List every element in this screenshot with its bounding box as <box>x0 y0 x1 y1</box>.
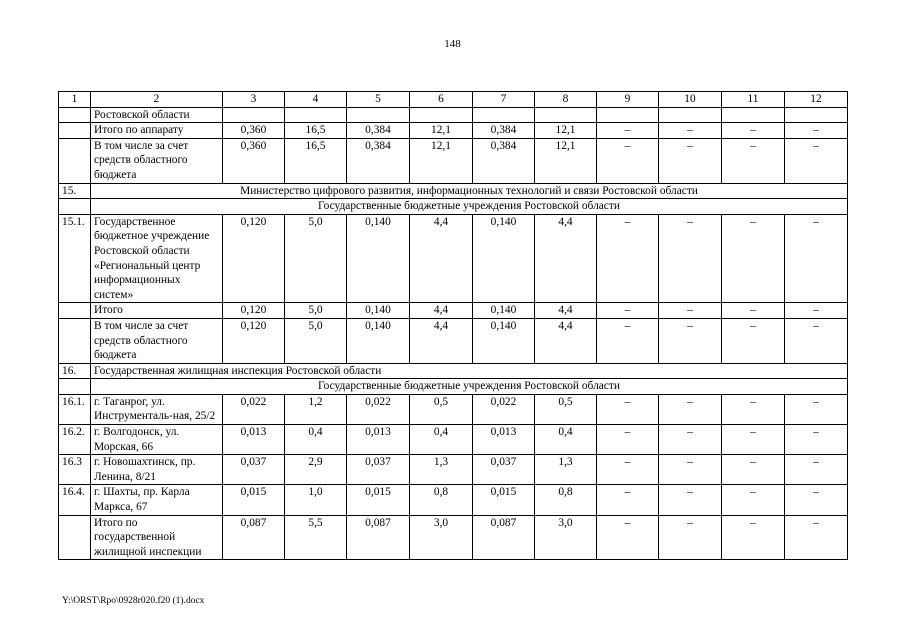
cell-value: 0,022 <box>347 394 410 424</box>
cell-value: 0,5 <box>535 394 597 424</box>
table-row <box>59 138 848 183</box>
cell-value: 0,022 <box>223 394 285 424</box>
cell-value: – <box>785 318 848 363</box>
cell-value: 0,8 <box>535 485 597 515</box>
table-header-row <box>59 92 848 108</box>
cell-value: 0,140 <box>473 303 535 319</box>
cell-value: 1,3 <box>535 455 597 485</box>
cell-value: 0,8 <box>410 485 473 515</box>
cell-value: – <box>597 214 659 303</box>
column-header: 2 <box>91 92 223 108</box>
cell-value: 0,384 <box>473 123 535 139</box>
cell-value: 5,0 <box>285 318 347 363</box>
cell-value: 0,120 <box>223 318 285 363</box>
cell-value: – <box>659 515 722 560</box>
cell-value: – <box>597 515 659 560</box>
table-row <box>59 455 848 485</box>
column-header: 7 <box>473 92 535 108</box>
cell-value: 0,140 <box>347 214 410 303</box>
column-header: 3 <box>223 92 285 108</box>
cell-value: – <box>597 425 659 455</box>
row-index: 15.1. <box>59 214 91 303</box>
cell-value: 0,022 <box>473 394 535 424</box>
cell-value: 0,360 <box>223 138 285 183</box>
row-index: 16.4. <box>59 485 91 515</box>
cell-value: – <box>722 318 785 363</box>
cell-value: 0,087 <box>473 515 535 560</box>
cell-value: – <box>785 303 848 319</box>
table-row <box>59 318 848 363</box>
cell-value <box>597 107 659 123</box>
row-name: Итого <box>91 303 223 319</box>
table-row <box>59 123 848 139</box>
cell-value: 4,4 <box>410 214 473 303</box>
column-header: 10 <box>659 92 722 108</box>
table-row <box>59 485 848 515</box>
cell-value: 0,384 <box>473 138 535 183</box>
cell-value: 12,1 <box>410 123 473 139</box>
cell-value: 0,4 <box>285 425 347 455</box>
row-name: Государственное бюджетное учреждение Ростовской области «Региональный центр информационных систем» <box>91 214 223 303</box>
cell-value: 0,140 <box>347 318 410 363</box>
cell-value: – <box>785 138 848 183</box>
cell-value: 0,140 <box>473 318 535 363</box>
cell-value: – <box>785 123 848 139</box>
cell-value <box>473 107 535 123</box>
row-name: Итого по аппарату <box>91 123 223 139</box>
row-index <box>59 318 91 363</box>
cell-value: – <box>659 123 722 139</box>
cell-value: – <box>659 485 722 515</box>
cell-value: 5,0 <box>285 303 347 319</box>
cell-value <box>347 107 410 123</box>
cell-value: 4,4 <box>410 318 473 363</box>
row-name: В том числе за счет средств областного бюджета <box>91 318 223 363</box>
cell-value <box>722 107 785 123</box>
cell-value: 3,0 <box>535 515 597 560</box>
cell-value: 12,1 <box>410 138 473 183</box>
column-header: 8 <box>535 92 597 108</box>
cell-value: 0,140 <box>347 303 410 319</box>
footer-file-path: Y:\ORST\Rpo\0928r020.f20 (1).docx <box>62 596 205 606</box>
cell-value: 0,384 <box>347 123 410 139</box>
row-index: 16.1. <box>59 394 91 424</box>
cell-value: – <box>722 425 785 455</box>
table-row <box>59 425 848 455</box>
cell-value: 0,087 <box>347 515 410 560</box>
cell-value: 0,360 <box>223 123 285 139</box>
row-index <box>59 515 91 560</box>
table-row <box>59 303 848 319</box>
cell-value: 4,4 <box>410 303 473 319</box>
document-table <box>58 91 848 560</box>
cell-value: – <box>722 455 785 485</box>
cell-value: 0,015 <box>473 485 535 515</box>
cell-value: 0,5 <box>410 394 473 424</box>
table-row <box>59 107 848 123</box>
table-row <box>59 214 848 303</box>
cell-value <box>659 107 722 123</box>
cell-value: – <box>659 303 722 319</box>
column-header: 4 <box>285 92 347 108</box>
row-name: г. Таганрог, ул. Инструменталь-ная, 25/2 <box>91 394 223 424</box>
section-row <box>59 183 848 199</box>
cell-value: 0,120 <box>223 214 285 303</box>
subsection-row <box>59 379 848 395</box>
cell-value: – <box>722 123 785 139</box>
cell-value: 0,4 <box>535 425 597 455</box>
row-index <box>59 303 91 319</box>
subsection-index-cell <box>59 199 91 215</box>
row-name: Ростовской области <box>91 107 223 123</box>
cell-value: 5,0 <box>285 214 347 303</box>
cell-value <box>285 107 347 123</box>
cell-value: 1,3 <box>410 455 473 485</box>
page-number: 148 <box>444 38 461 50</box>
cell-value: – <box>659 425 722 455</box>
cell-value: – <box>785 394 848 424</box>
cell-value: – <box>659 214 722 303</box>
cell-value <box>535 107 597 123</box>
cell-value: 3,0 <box>410 515 473 560</box>
column-header: 9 <box>597 92 659 108</box>
cell-value: – <box>659 318 722 363</box>
cell-value: – <box>597 303 659 319</box>
cell-value: 4,4 <box>535 214 597 303</box>
cell-value: – <box>659 455 722 485</box>
table-row <box>59 515 848 560</box>
cell-value: 12,1 <box>535 123 597 139</box>
column-header: 5 <box>347 92 410 108</box>
cell-value: – <box>785 425 848 455</box>
cell-value: 0,037 <box>473 455 535 485</box>
cell-value: 12,1 <box>535 138 597 183</box>
row-index <box>59 138 91 183</box>
cell-value: – <box>597 318 659 363</box>
cell-value: – <box>597 123 659 139</box>
cell-value: 0,013 <box>347 425 410 455</box>
cell-value: 4,4 <box>535 318 597 363</box>
row-name: г. Волгодонск, ул. Морская, 66 <box>91 425 223 455</box>
section-title: Министерство цифрового развития, информационных технологий и связи Ростовской области <box>91 183 848 199</box>
cell-value: – <box>597 485 659 515</box>
cell-value: – <box>785 515 848 560</box>
cell-value: 0,140 <box>473 214 535 303</box>
cell-value: – <box>722 394 785 424</box>
cell-value: 0,037 <box>347 455 410 485</box>
cell-value: – <box>722 214 785 303</box>
row-name: г. Шахты, пр. Карла Маркса, 67 <box>91 485 223 515</box>
cell-value: – <box>722 485 785 515</box>
cell-value: – <box>722 515 785 560</box>
row-name: В том числе за счет средств областного бюджета <box>91 138 223 183</box>
subsection-title: Государственные бюджетные учреждения Ростовской области <box>91 199 848 215</box>
row-index: 16.3 <box>59 455 91 485</box>
cell-value: 0,015 <box>347 485 410 515</box>
cell-value <box>785 107 848 123</box>
cell-value: 0,013 <box>223 425 285 455</box>
cell-value <box>223 107 285 123</box>
cell-value <box>410 107 473 123</box>
section-row <box>59 363 848 379</box>
cell-value: 0,120 <box>223 303 285 319</box>
cell-value: 0,015 <box>223 485 285 515</box>
subsection-row <box>59 199 848 215</box>
cell-value: – <box>597 455 659 485</box>
cell-value: 0,384 <box>347 138 410 183</box>
section-index: 16. <box>59 363 91 379</box>
cell-value: – <box>597 394 659 424</box>
table-body <box>59 92 848 560</box>
column-header: 11 <box>722 92 785 108</box>
cell-value: 0,087 <box>223 515 285 560</box>
section-title: Государственная жилищная инспекция Ростовской области <box>91 363 848 379</box>
section-index: 15. <box>59 183 91 199</box>
column-header: 1 <box>59 92 91 108</box>
cell-value: – <box>785 214 848 303</box>
cell-value: 0,037 <box>223 455 285 485</box>
row-index: 16.2. <box>59 425 91 455</box>
row-name: г. Новошахтинск, пр. Ленина, 8/21 <box>91 455 223 485</box>
cell-value: 5,5 <box>285 515 347 560</box>
cell-value: – <box>659 138 722 183</box>
cell-value: – <box>722 303 785 319</box>
row-index <box>59 123 91 139</box>
cell-value: 1,2 <box>285 394 347 424</box>
cell-value: 2,9 <box>285 455 347 485</box>
cell-value: – <box>722 138 785 183</box>
subsection-title: Государственные бюджетные учреждения Ростовской области <box>91 379 848 395</box>
cell-value: 0,4 <box>410 425 473 455</box>
cell-value: 1,0 <box>285 485 347 515</box>
column-header: 12 <box>785 92 848 108</box>
cell-value: 4,4 <box>535 303 597 319</box>
cell-value: – <box>659 394 722 424</box>
cell-value: – <box>785 485 848 515</box>
row-index <box>59 107 91 123</box>
table-row <box>59 394 848 424</box>
cell-value: – <box>785 455 848 485</box>
subsection-index-cell <box>59 379 91 395</box>
cell-value: 16,5 <box>285 123 347 139</box>
row-name: Итого по государственной жилищной инспекции <box>91 515 223 560</box>
cell-value: 0,013 <box>473 425 535 455</box>
cell-value: – <box>597 138 659 183</box>
column-header: 6 <box>410 92 473 108</box>
cell-value: 16,5 <box>285 138 347 183</box>
